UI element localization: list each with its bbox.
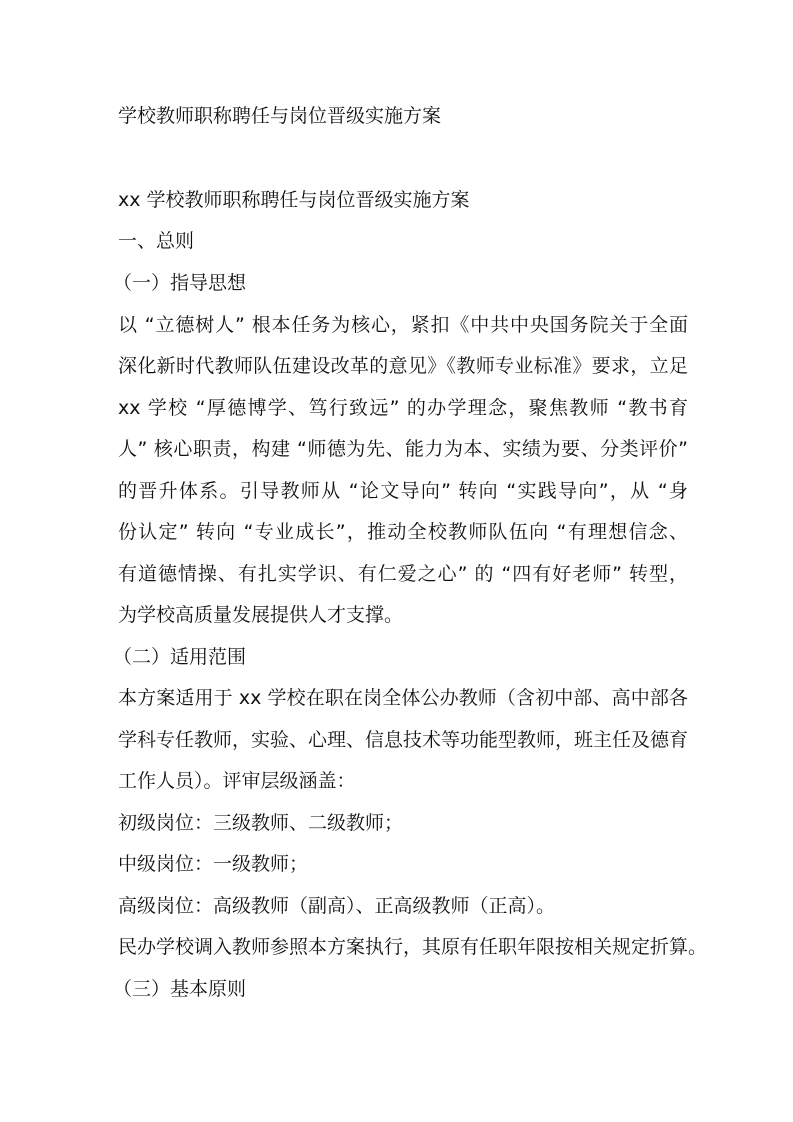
- paragraph-line: 的晋升体系。引导教师从 “论文导向” 转向 “实践导向”，从 “身: [118, 480, 688, 502]
- paragraph-line: 为学校高质量发展提供人才支撑。: [118, 604, 404, 626]
- subheading-scope: （二）适用范围: [113, 646, 247, 668]
- paragraph-line: 深化新时代教师队伍建设改革的意见》《教师专业标准》要求，立足: [118, 355, 688, 377]
- paragraph-line: 本方案适用于 xx 学校在职在岗全体公办教师（含初中部、高中部各: [118, 687, 688, 709]
- document-title: 学校教师职称聘任与岗位晋级实施方案: [118, 105, 442, 127]
- subheading-principles: （三）基本原则: [113, 978, 247, 1000]
- list-item-senior: 高级岗位：高级教师（副高）、正高级教师（正高）。: [118, 895, 556, 917]
- paragraph-line: 有道德情操、有扎实学识、有仁爱之心” 的 “四有好老师” 转型，: [118, 563, 688, 585]
- paragraph-line: 以 “立德树人” 根本任务为核心，紧扣《中共中央国务院关于全面: [118, 314, 688, 336]
- list-item-intermediate: 中级岗位：一级教师；: [118, 853, 309, 875]
- subheading-guiding-ideology: （一）指导思想: [113, 272, 247, 294]
- paragraph-line: 人” 核心职责，构建 “师德为先、能力为本、实绩为要、分类评价”: [118, 438, 688, 460]
- section-heading-general: 一、总则: [118, 230, 195, 252]
- paragraph-line: xx 学校 “厚德博学、笃行致远” 的办学理念，聚焦教师 “教书育: [118, 397, 688, 419]
- paragraph-line: 工作人员）。评审层级涵盖：: [118, 770, 356, 792]
- paragraph-line: 民办学校调入教师参照本方案执行，其原有任职年限按相关规定折算。: [118, 936, 708, 958]
- paragraph-line: 学科专任教师，实验、心理、信息技术等功能型教师，班主任及德育: [118, 729, 689, 751]
- paragraph-line: 份认定” 转向 “专业成长”，推动全校教师队伍向 “有理想信念、: [118, 521, 688, 543]
- document-subtitle: xx 学校教师职称聘任与岗位晋级实施方案: [118, 189, 470, 211]
- list-item-junior: 初级岗位：三级教师、二级教师；: [118, 812, 404, 834]
